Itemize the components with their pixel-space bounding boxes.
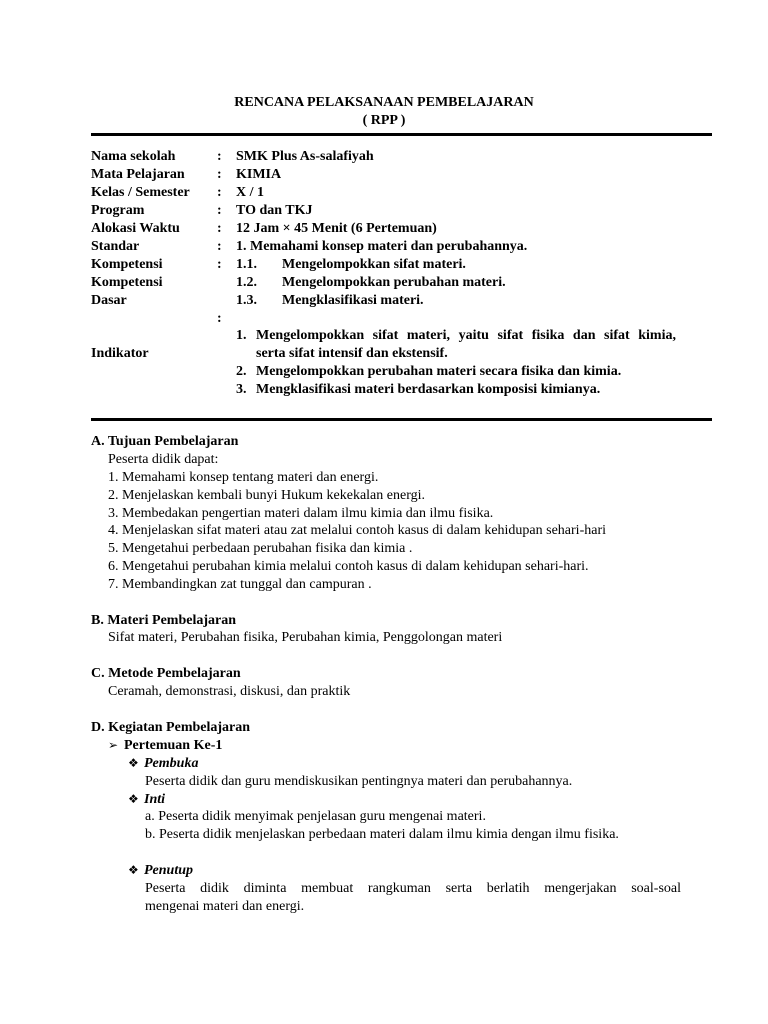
colon: : xyxy=(217,167,222,182)
label-nama-sekolah: Nama sekolah xyxy=(91,149,176,164)
label-mata-pelajaran: Mata Pelajaran xyxy=(91,167,185,182)
penutup-label: Penutup xyxy=(144,863,194,878)
inti-item xyxy=(128,791,165,809)
label-standar: Standar xyxy=(91,239,140,254)
list-item: 5. Mengetahui perbedaan perubahan fisika dan kimia . xyxy=(108,541,413,556)
penutup-item xyxy=(128,862,193,880)
section-c-heading: C. Metode Pembelajaran xyxy=(91,666,241,681)
list-item: 4. Menjelaskan sifat materi atau zat melalui contoh kasus di dalam kehidupan sehari-hari xyxy=(108,523,606,538)
kd-number: 1.1. xyxy=(236,257,257,272)
colon: : xyxy=(217,311,222,326)
section-b-heading: B. Materi Pembelajaran xyxy=(91,613,237,628)
pembuka-item xyxy=(128,755,198,773)
value-kelas-semester: X / 1 xyxy=(236,185,264,200)
value-alokasi-waktu: 12 Jam × 45 Menit (6 Pertemuan) xyxy=(236,221,437,236)
section-a-heading: A. Tujuan Pembelajaran xyxy=(91,434,239,449)
label-dasar: Dasar xyxy=(91,293,127,308)
list-item: 3. Membedakan pengertian materi dalam ilmu kimia dan ilmu fisika. xyxy=(108,506,494,521)
diamond-bullet-icon: ❖ xyxy=(128,756,139,770)
kd-text: Mengklasifikasi materi. xyxy=(282,293,424,308)
label-kompetensi-2: Kompetensi xyxy=(91,275,163,290)
colon: : xyxy=(217,257,222,272)
colon: : xyxy=(217,221,222,236)
section-b-text: Sifat materi, Perubahan fisika, Perubahan kimia, Penggolongan materi xyxy=(108,630,503,645)
meeting-item xyxy=(108,737,222,755)
kd-number: 1.3. xyxy=(236,293,257,308)
penutup-text-cont: mengenai materi dan energi. xyxy=(145,899,305,914)
penutup-text: Peserta didik diminta membuat rangkuman serta berlatih mengerjakan soal-soal xyxy=(145,881,681,896)
indikator-text: Mengklasifikasi materi berdasarkan komposisi kimianya. xyxy=(256,382,601,397)
header-rule xyxy=(91,133,712,136)
kd-number: 1.2. xyxy=(236,275,257,290)
label-indikator: Indikator xyxy=(91,346,149,361)
meeting-label: Pertemuan Ke-1 xyxy=(124,738,223,753)
label-kelas-semester: Kelas / Semester xyxy=(91,185,190,200)
kd-text: Mengelompokkan perubahan materi. xyxy=(282,275,506,290)
label-alokasi-waktu: Alokasi Waktu xyxy=(91,221,180,236)
info-rule xyxy=(91,418,712,421)
pembuka-text: Peserta didik dan guru mendiskusikan pentingnya materi dan perubahannya. xyxy=(145,774,573,789)
pembuka-label: Pembuka xyxy=(144,756,199,771)
value-standar-kompetensi: 1. Memahami konsep materi dan perubahannya. xyxy=(236,239,528,254)
value-nama-sekolah: SMK Plus As-salafiyah xyxy=(236,149,374,164)
section-d-heading: D. Kegiatan Pembelajaran xyxy=(91,720,251,735)
kd-text: Mengelompokkan sifat materi. xyxy=(282,257,466,272)
arrow-bullet-icon: ➢ xyxy=(108,738,119,752)
section-c-text: Ceramah, demonstrasi, diskusi, dan praktik xyxy=(108,684,351,699)
colon: : xyxy=(217,185,222,200)
value-program: TO dan TKJ xyxy=(236,203,313,218)
list-item: 7. Membandingkan zat tunggal dan campuran . xyxy=(108,577,372,592)
colon: : xyxy=(217,239,222,254)
indikator-text: Mengelompokkan sifat materi, yaitu sifat fisika dan sifat kimia, xyxy=(256,328,676,343)
value-mata-pelajaran: KIMIA xyxy=(236,167,282,182)
inti-list-item: a. Peserta didik menyimak penjelasan guru mengenai materi. xyxy=(145,809,486,824)
diamond-bullet-icon: ❖ xyxy=(128,792,139,806)
colon: : xyxy=(217,149,222,164)
diamond-bullet-icon: ❖ xyxy=(128,863,139,877)
inti-label: Inti xyxy=(144,792,166,807)
document-title: RENCANA PELAKSANAAN PEMBELAJARAN xyxy=(234,95,534,110)
document-subtitle: ( RPP ) xyxy=(362,113,406,128)
list-item: 6. Mengetahui perubahan kimia melalui contoh kasus di dalam kehidupan sehari-hari. xyxy=(108,559,589,574)
list-item: 1. Memahami konsep tentang materi dan energi. xyxy=(108,470,379,485)
colon: : xyxy=(217,203,222,218)
indikator-text-cont: serta sifat intensif dan ekstensif. xyxy=(256,346,448,361)
inti-list-item: b. Peserta didik menjelaskan perbedaan materi dalam ilmu kimia dengan ilmu fisika. xyxy=(145,827,619,842)
label-program: Program xyxy=(91,203,145,218)
section-a-intro: Peserta didik dapat: xyxy=(108,452,219,467)
indikator-number: 1. xyxy=(236,328,247,343)
label-kompetensi-1: Kompetensi xyxy=(91,257,163,272)
list-item: 2. Menjelaskan kembali bunyi Hukum kekekalan energi. xyxy=(108,488,425,503)
indikator-number: 3. xyxy=(236,382,247,397)
indikator-text: Mengelompokkan perubahan materi secara fisika dan kimia. xyxy=(256,364,622,379)
indikator-number: 2. xyxy=(236,364,247,379)
